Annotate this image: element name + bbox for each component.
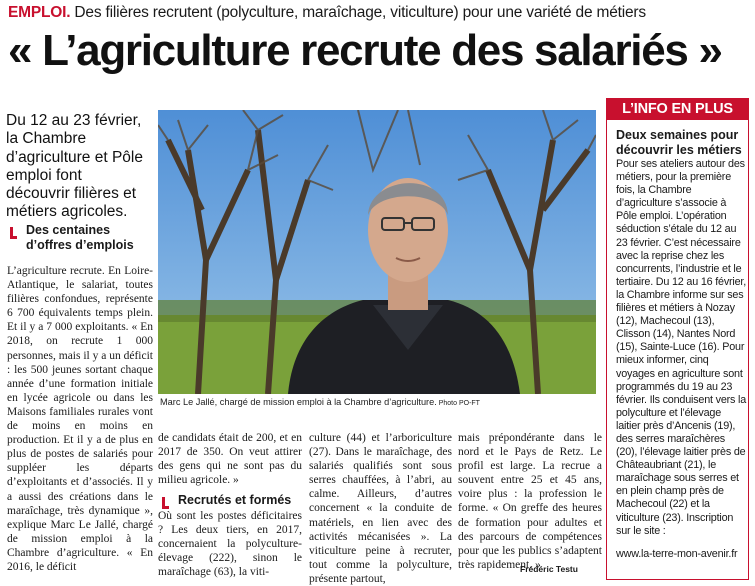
photo-illustration	[158, 110, 596, 394]
caption-text: Marc Le Jallé, chargé de mission emploi à la Chambre d’agriculture.	[160, 397, 437, 407]
lead-paragraph: Du 12 au 23 février, la Chambre d’agriculture et Pôle emploi font découvrir filières et métiers agricoles.	[6, 112, 143, 221]
section-heading: Des centaines d’offres d’emplois	[26, 223, 134, 252]
article-column-4: mais prépondérante dans le nord et le Pays de Retz. Le profil est large. La recrue a souvent entre 25 et 45 ans, voire plus : la profession le forme. « On greffe des heures de formation pour adultes et des parcours de compétences pour que les publics s’adaptent très rapidement. »	[458, 432, 602, 571]
headline: « L’agriculture recrute des salariés »	[8, 26, 722, 75]
article-column-2: de candidats était de 200, et en 2017 de 350. On veut attirer des gens qui ne sont pas du milieu agricole. »	[158, 432, 302, 487]
sidebar-header: L’INFO EN PLUS	[606, 98, 749, 120]
sidebar-text: Pour ses ateliers autour des métiers, pour la première fois, la Chambre d’agriculture s’associe à Pôle emploi. L’opération séduction s’étale du 12 au 23 février. C’est nécessaire avec la reprise chez les concurrents, l’industrie et le tertiaire. Du 12 au 16 février, la Chambre informe sur ses filières et métiers à Nozay (12), Machecoul (13), Clisson (14), Nantes Nord (15), Sainte-Luce (16). Pour mieux informer, cinq voyages en agriculture sont programmés du 19 au 23 février. Ils conduisent vers la polyculture et l’élevage laitier près d’Ancenis (19), des serres maraîchères (20), l’élevage laitier près de Châteaubriant (21), le maraîchage sous serres et en plein champ près de Machecoul (22) et la viticulture (23). Inscription sur le site :	[616, 158, 747, 537]
author-signature: Frédéric Testu	[520, 564, 578, 574]
kicker-label: EMPLOI.	[8, 4, 71, 21]
article-column-2b: Où sont les postes déficitaires ? Les deux tiers, en 2017, concernaient la polyculture-élevage (222), sinon le maraîchage (63), la viti-	[158, 510, 302, 579]
sidebar-website-link[interactable]: www.la-terre-mon-avenir.fr	[616, 548, 738, 560]
article-photo	[158, 110, 596, 394]
sidebar-title: Deux semaines pour découvrir les métiers	[616, 128, 742, 157]
article-column-3: culture (44) et l’arboriculture (27). Dans le maraîchage, des salariés qualifiés sont sous serres chauffées, à l’abri, au calme. Ailleurs, d’autres concernent « la conduite de matériels, en lien avec des activités mécanisées ». La viticulture peine à recruter, tout comme la polyculture, présente partout,	[309, 432, 452, 585]
kicker	[8, 4, 646, 22]
section-marker-icon	[10, 227, 18, 239]
article-column-1: L’agriculture recrute. En Loire-Atlantique, le salariat, toutes filières confondues, représente 6 700 équivalents temps plein. Et il y a 7 000 exploitants. « En 2018, on recrute 1 000 personnes, mais il y a un déficit : les 500 jeunes sortant chaque année d’une formation initiale en lycée agricole ou dans les Maisons familiales rurales vont de moins en moins en production. Et il y a de plus en plus de postes de salariés pour suppléer les départs d’exploitants et d’associés. Il y a aussi des créations dans le maraîchage, très dynamique », explique Marc Le Jallé, chargé de mission emploi à la Chambre d’agriculture. « En 2016, le déficit	[7, 265, 153, 573]
kicker-text: Des filières recrutent (polyculture, maraîchage, viticulture) pour une variété de métiers	[70, 4, 646, 21]
section-heading: Recrutés et formés	[178, 493, 292, 507]
photo-caption	[160, 397, 600, 407]
photo-credit: Photo PO-FT	[436, 400, 480, 407]
section-marker-icon	[162, 497, 170, 509]
